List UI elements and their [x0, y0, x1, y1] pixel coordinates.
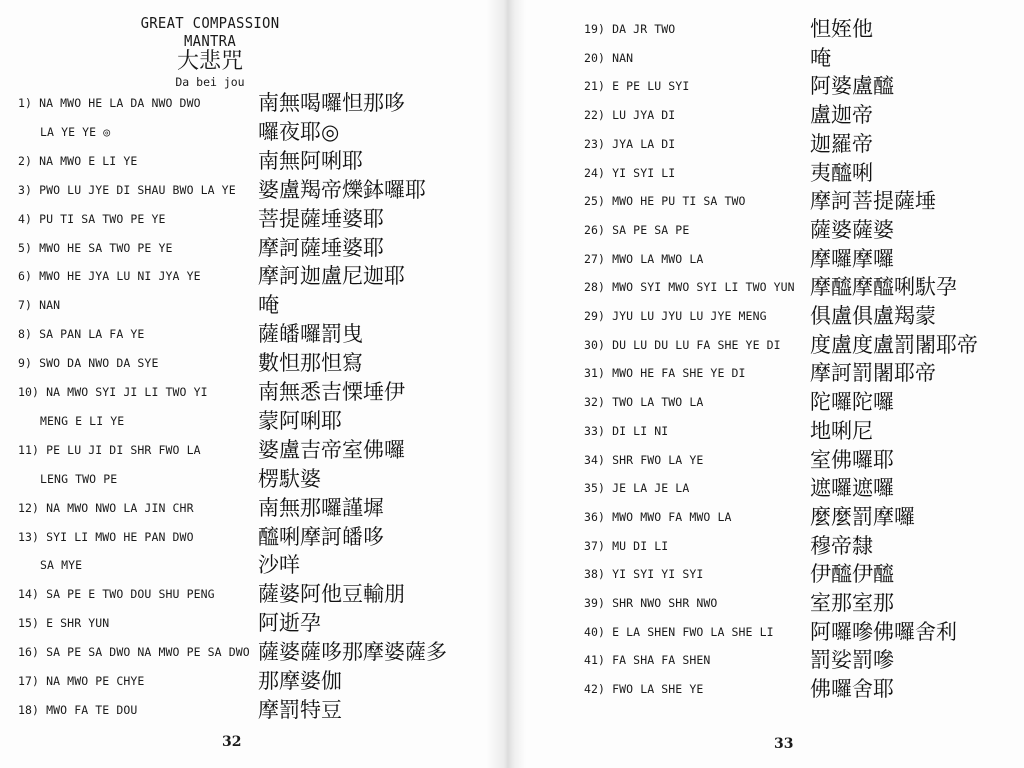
mantra-line: [508, 43, 1024, 71]
mantra-line: [0, 666, 508, 694]
mantra-chinese: 南無喝囉怛那哆: [258, 91, 405, 115]
mantra-line: [508, 186, 1024, 214]
mantra-line: [508, 588, 1024, 616]
mantra-line: [0, 522, 508, 550]
mantra-romanization: 37) MU DI LI: [584, 538, 669, 553]
left-page: [0, 0, 508, 768]
mantra-chinese: 摩訶薩埵婆耶: [258, 235, 384, 260]
mantra-chinese: 摩醯摩醯唎馱孕: [810, 275, 957, 300]
mantra-chinese: 唵: [810, 45, 831, 70]
mantra-romanization: 15) E SHR YUN: [18, 616, 110, 631]
mantra-chinese: 菩提薩埵婆耶: [258, 206, 384, 231]
mantra-romanization: 12) NA MWO NWO LA JIN CHR: [18, 500, 194, 515]
mantra-line: [508, 531, 1024, 559]
page-number-right: 33: [774, 736, 794, 752]
mantra-line: [0, 348, 508, 376]
mantra-line: [508, 301, 1024, 329]
mantra-list-left: [0, 0, 508, 768]
mantra-chinese: 南無悉吉慄埵伊: [258, 380, 405, 404]
mantra-line: [508, 158, 1024, 186]
right-page: [508, 0, 1024, 768]
mantra-romanization: 30) DU LU DU LU FA SHE YE DI: [584, 337, 781, 352]
mantra-romanization: 42) FWO LA SHE YE: [584, 682, 704, 697]
mantra-chinese: 摩囉摩囉: [810, 246, 894, 271]
mantra-line: [0, 550, 508, 578]
mantra-chinese: 薩婆薩哆那摩婆薩多: [258, 640, 447, 665]
mantra-chinese: 迦羅帝: [810, 131, 873, 156]
mantra-romanization: 26) SA PE SA PE: [584, 222, 690, 237]
mantra-line: [0, 464, 508, 492]
mantra-romanization: 14) SA PE E TWO DOU SHU PENG: [18, 587, 215, 602]
mantra-chinese: 楞馱婆: [258, 466, 321, 491]
mantra-line: [0, 204, 508, 232]
mantra-line: [0, 637, 508, 665]
mantra-line: [508, 445, 1024, 473]
mantra-chinese: 南無阿唎耶: [258, 148, 363, 173]
mantra-line: [0, 579, 508, 607]
mantra-line: [0, 175, 508, 203]
mantra-line: [508, 502, 1024, 530]
mantra-romanization: SA MYE: [40, 558, 83, 573]
mantra-chinese: 盧迦帝: [810, 103, 873, 128]
mantra-romanization: 13) SYI LI MWO HE PAN DWO: [18, 529, 194, 544]
mantra-romanization: 5) MWO HE SA TWO PE YE: [18, 240, 173, 255]
mantra-line: [0, 406, 508, 434]
mantra-romanization: 10) NA MWO SYI JI LI TWO YI: [18, 385, 208, 399]
mantra-chinese: 穆帝隸: [810, 533, 873, 558]
mantra-romanization: 35) JE LA JE LA: [584, 481, 690, 496]
mantra-romanization: 19) DA JR TWO: [584, 22, 676, 36]
mantra-romanization: 25) MWO HE PU TI SA TWO: [584, 194, 746, 209]
mantra-line: [508, 129, 1024, 157]
mantra-romanization: 28) MWO SYI MWO SYI LI TWO YUN: [584, 280, 795, 295]
mantra-romanization: 34) SHR FWO LA YE: [584, 452, 704, 467]
mantra-line: [0, 261, 508, 289]
mantra-line: [508, 358, 1024, 386]
mantra-romanization: 31) MWO HE FA SHE YE DI: [584, 366, 746, 381]
mantra-romanization: 32) TWO LA TWO LA: [584, 395, 704, 410]
mantra-chinese: 薩婆薩婆: [810, 217, 894, 242]
mantra-line: [508, 416, 1024, 444]
mantra-line: [0, 377, 508, 405]
mantra-romanization: LA YE YE ◎: [40, 124, 111, 139]
mantra-romanization: 9) SWO DA NWO DA SYE: [18, 356, 159, 371]
mantra-romanization: 41) FA SHA FA SHEN: [584, 653, 711, 668]
mantra-chinese: 薩婆阿他豆輸朋: [258, 582, 405, 607]
mantra-chinese: 遮囉遮囉: [810, 476, 894, 501]
mantra-chinese: 地唎尼: [810, 418, 873, 443]
mantra-chinese: 夷醯唎: [810, 160, 873, 185]
mantra-line: [508, 674, 1024, 702]
mantra-chinese: 俱盧俱盧羯蒙: [810, 304, 936, 328]
mantra-romanization: 21) E PE LU SYI: [584, 79, 690, 94]
mantra-line: [0, 608, 508, 636]
mantra-romanization: 8) SA PAN LA FA YE: [18, 327, 145, 342]
mantra-romanization: 7) NAN: [18, 298, 61, 313]
mantra-romanization: MENG E LI YE: [40, 413, 125, 428]
mantra-romanization: 16) SA PE SA DWO NA MWO PE SA DWO: [18, 645, 250, 660]
page-subtitle: Da bei jou: [175, 75, 245, 89]
mantra-chinese: 麼麼罰摩囉: [810, 504, 915, 529]
mantra-chinese: 室佛囉耶: [810, 447, 894, 472]
mantra-romanization: 18) MWO FA TE DOU: [18, 702, 138, 717]
mantra-chinese: 怛姪他: [810, 17, 873, 41]
mantra-romanization: 33) DI LI NI: [584, 423, 669, 438]
mantra-chinese: 陀囉陀囉: [810, 390, 894, 415]
mantra-chinese: 唵: [258, 293, 279, 318]
mantra-romanization: 23) JYA LA DI: [584, 136, 676, 151]
mantra-chinese: 伊醯伊醯: [810, 562, 894, 587]
mantra-line: [508, 100, 1024, 128]
mantra-line: [508, 215, 1024, 243]
mantra-line: [508, 330, 1024, 358]
mantra-romanization: 20) NAN: [584, 50, 634, 65]
mantra-line: [0, 695, 508, 723]
mantra-line: [508, 645, 1024, 673]
mantra-list-right: [508, 0, 1024, 768]
mantra-line: [0, 290, 508, 318]
mantra-line: [0, 88, 508, 116]
mantra-romanization: LENG TWO PE: [40, 471, 118, 486]
mantra-chinese: 摩訶迦盧尼迦耶: [258, 264, 405, 289]
mantra-chinese: 阿囉嘇佛囉舍利: [810, 619, 957, 644]
mantra-romanization: 36) MWO MWO FA MWO LA: [584, 509, 732, 524]
mantra-chinese: 醯唎摩訶皤哆: [258, 524, 384, 549]
mantra-line: [508, 617, 1024, 645]
mantra-line: [508, 14, 1024, 42]
page-number-left: 32: [222, 734, 242, 750]
mantra-line: [0, 493, 508, 521]
page-title: GREAT COMPASSION MANTRA: [140, 14, 280, 50]
mantra-romanization: 22) LU JYA DI: [584, 108, 676, 123]
mantra-romanization: 24) YI SYI LI: [584, 165, 676, 180]
mantra-romanization: 11) PE LU JI DI SHR FWO LA: [18, 442, 201, 457]
mantra-romanization: 29) JYU LU JYU LU JYE MENG: [584, 309, 767, 323]
mantra-line: [508, 244, 1024, 272]
mantra-chinese: 囉夜耶◎: [258, 119, 340, 144]
mantra-chinese: 阿逝孕: [258, 611, 321, 636]
mantra-romanization: 6) MWO HE JYA LU NI JYA YE: [18, 269, 201, 284]
mantra-chinese: 那摩婆伽: [258, 669, 342, 693]
book-gutter: [486, 0, 526, 768]
mantra-chinese: 蒙阿唎耶: [258, 408, 342, 433]
mantra-romanization: 1) NA MWO HE LA DA NWO DWO: [18, 96, 201, 110]
mantra-romanization: 38) YI SYI YI SYI: [584, 567, 704, 582]
mantra-line: [508, 559, 1024, 587]
page-title-chinese: 大悲咒: [176, 49, 243, 74]
mantra-romanization: 2) NA MWO E LI YE: [18, 153, 138, 168]
mantra-chinese: 沙咩: [258, 553, 300, 578]
mantra-line: [0, 146, 508, 174]
mantra-line: [508, 387, 1024, 415]
mantra-line: [508, 71, 1024, 99]
mantra-romanization: 39) SHR NWO SHR NWO: [584, 596, 718, 610]
mantra-chinese: 婆盧羯帝爍鉢囉耶: [258, 177, 426, 202]
mantra-line: [508, 473, 1024, 501]
mantra-romanization: 3) PWO LU JYE DI SHAU BWO LA YE: [18, 182, 236, 197]
mantra-line: [0, 319, 508, 347]
mantra-romanization: 40) E LA SHEN FWO LA SHE LI: [584, 624, 774, 639]
mantra-line: [508, 272, 1024, 300]
mantra-romanization: 17) NA MWO PE CHYE: [18, 674, 145, 688]
mantra-chinese: 罰娑罰嘇: [810, 648, 894, 673]
mantra-chinese: 摩訶菩提薩埵: [810, 189, 936, 214]
mantra-chinese: 室那室那: [810, 591, 894, 615]
mantra-chinese: 婆盧吉帝室佛囉: [258, 437, 405, 462]
mantra-chinese: 度盧度盧罰闍耶帝: [810, 332, 978, 357]
mantra-chinese: 摩訶罰闍耶帝: [810, 361, 936, 386]
mantra-line: [0, 117, 508, 145]
mantra-chinese: 南無那囉謹墀: [258, 495, 384, 520]
mantra-chinese: 摩罰特豆: [258, 697, 342, 722]
mantra-romanization: 4) PU TI SA TWO PE YE: [18, 211, 166, 226]
mantra-chinese: 數怛那怛寫: [258, 351, 363, 376]
mantra-chinese: 佛囉舍耶: [810, 677, 894, 702]
mantra-line: [0, 233, 508, 261]
mantra-romanization: 27) MWO LA MWO LA: [584, 251, 704, 266]
mantra-chinese: 阿婆盧醯: [810, 74, 894, 99]
mantra-line: [0, 435, 508, 463]
mantra-chinese: 薩皤囉罰曳: [258, 322, 363, 347]
